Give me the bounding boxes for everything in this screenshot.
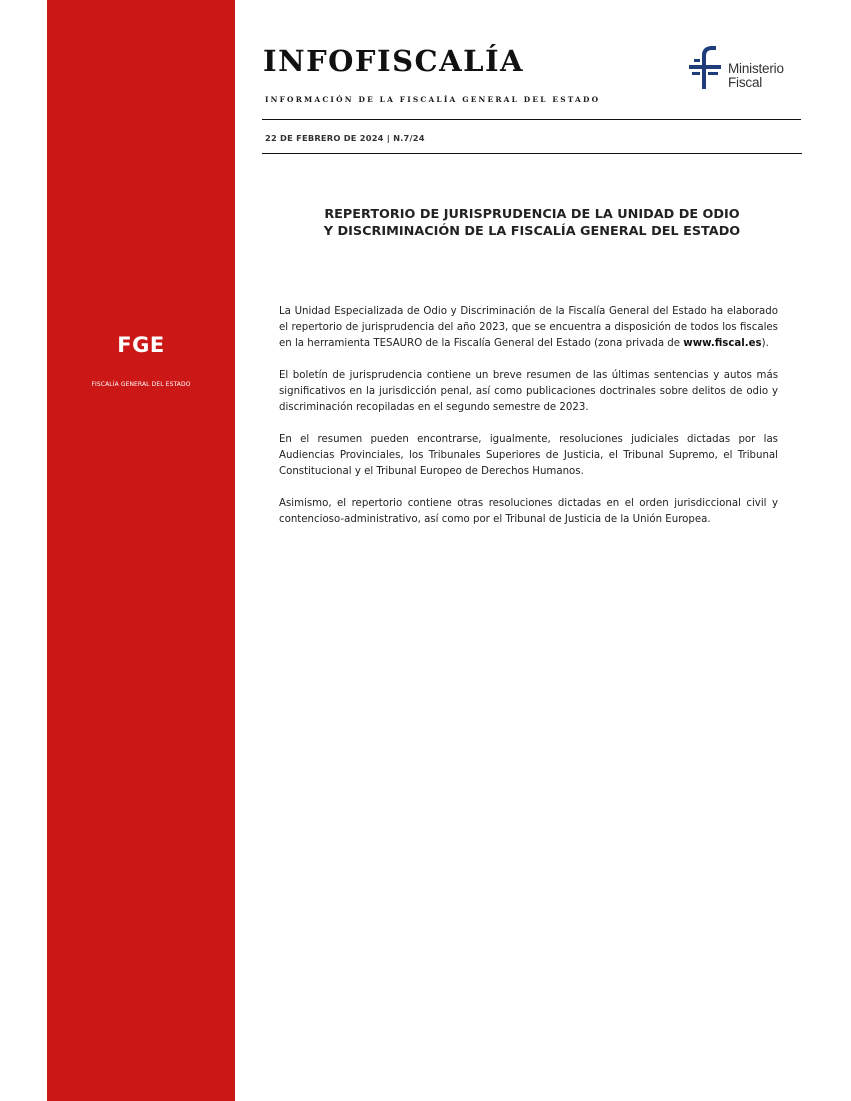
issue-date-number: 22 DE FEBRERO DE 2024 | N.7/24 [265,133,425,143]
ministerio-fiscal-logo [689,44,801,92]
newsletter-title: INFOFISCALÍA [263,44,525,78]
fiscal-website-link[interactable]: www.fiscal.es [683,338,762,349]
paragraph-1-text: La Unidad Especializada de Odio y Discriminación de la Fiscalía General del Estado ha elaborado el repertorio de jurisprudencia del año 2023, que se encuentra a disposición de todos los fiscales en la herramienta TESAURO de la Fiscalía General del Estado (zona privada de [279,306,778,349]
article-heading [276,206,788,240]
newsletter-subtitle: INFORMACIÓN DE LA FISCALÍA GENERAL DEL ESTADO [265,95,601,104]
fge-full-name: FISCALÍA GENERAL DEL ESTADO [91,381,191,388]
paragraph-4: Asimismo, el repertorio contiene otras resoluciones dictadas en el orden jurisdiccional civil y contencioso-administrativo, así como por el Tribunal de Justicia de la Unión Europea. [279,498,778,525]
article-body [279,304,778,544]
paragraph-1 [279,304,778,352]
paragraph-3: En el resumen pueden encontrarse, igualmente, resoluciones judiciales dictadas por las Audiencias Provinciales, los Tribunales Superiores de Justicia, el Tribunal Supremo, el Tribunal Constitucional y el Tribunal Europeo de Derechos Humanos. [279,434,778,477]
fge-abbreviation: FGE [117,333,165,357]
paragraph-2: El boletín de jurisprudencia contiene un breve resumen de las últimas sentencias y autos más significativos en la jurisdicción penal, así como publicaciones doctrinales sobre delitos de odio y discriminación recopiladas en el segundo semestre de 2023. [279,370,778,413]
masthead-divider-top [262,119,801,120]
sidebar-band [47,0,235,1101]
ministerio-fiscal-logo-icon [689,45,721,89]
article-heading-line-2: Y DISCRIMINACIÓN DE LA FISCALÍA GENERAL DEL ESTADO [323,224,741,239]
masthead-divider-bottom [262,153,802,154]
article-heading-line-1: REPERTORIO DE JURISPRUDENCIA DE LA UNIDAD DE ODIO [324,207,740,222]
logo-text-ministerio: Ministerio [728,61,784,76]
paragraph-1-end: ). [761,338,769,349]
logo-text-fiscal: Fiscal [728,75,763,90]
